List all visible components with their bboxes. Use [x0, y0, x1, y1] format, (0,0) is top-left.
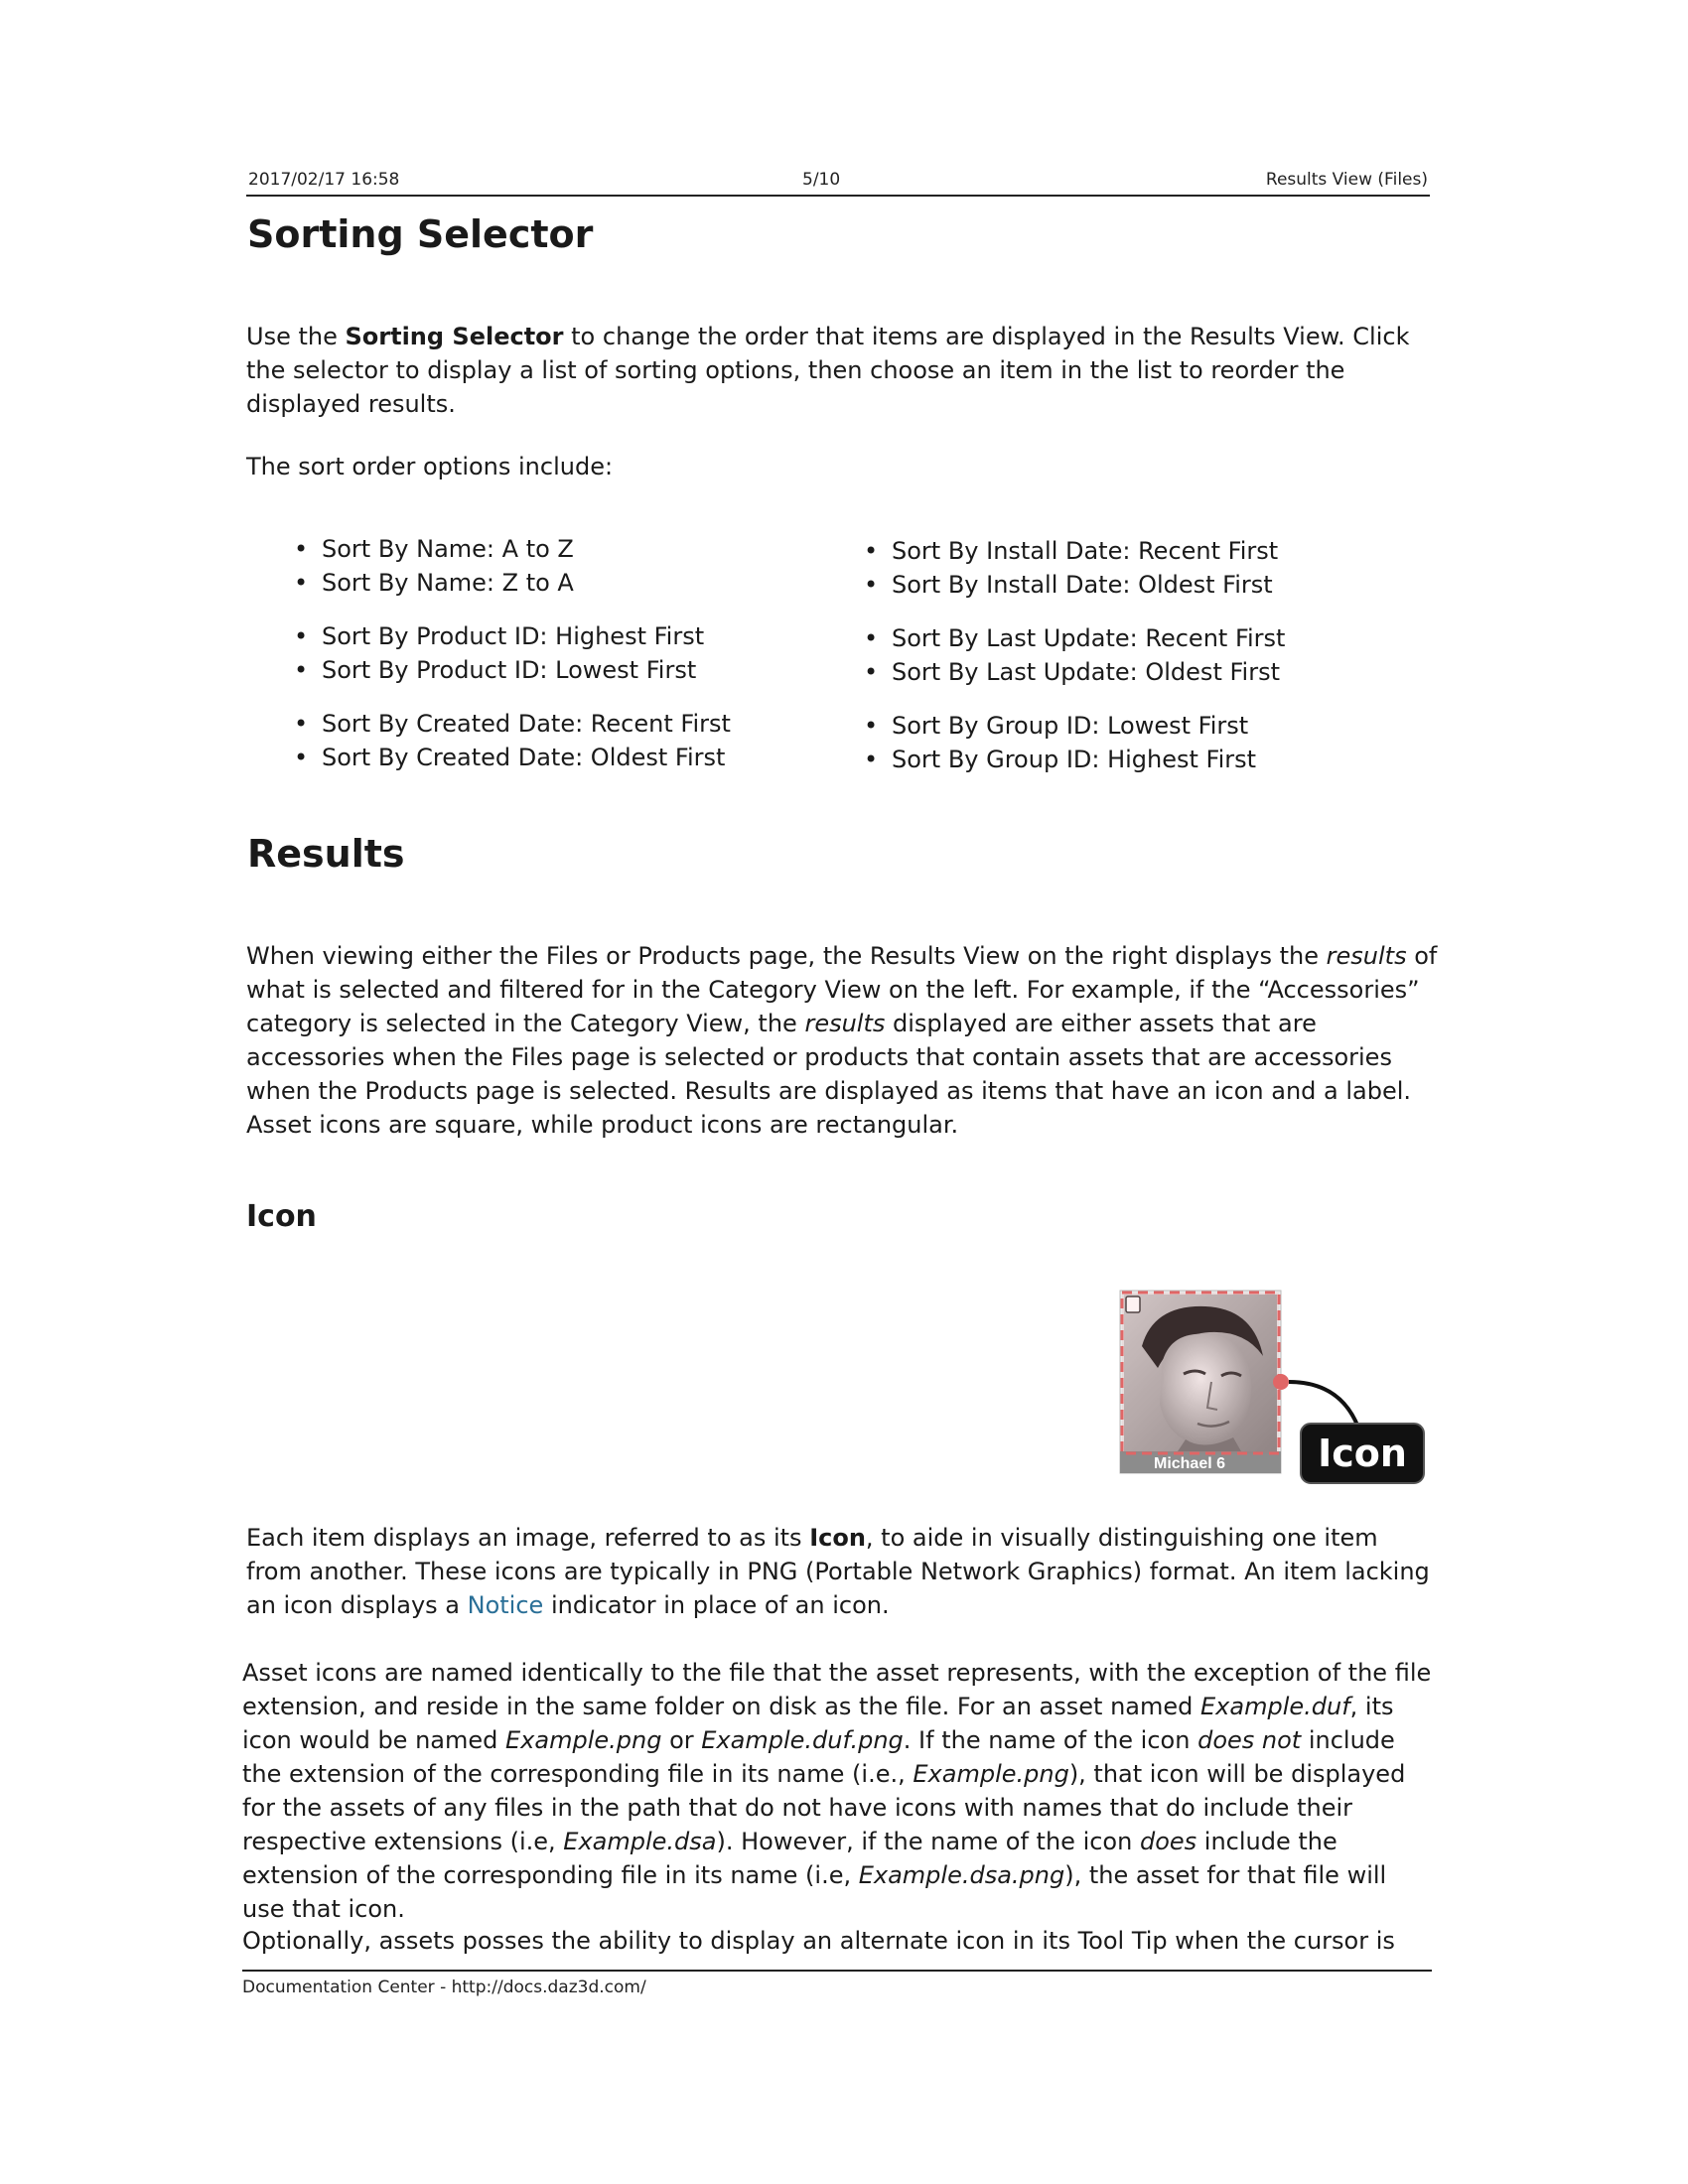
list-item: • Sort By Name: Z to A: [294, 566, 731, 600]
list-item: • Sort By Name: A to Z: [294, 532, 731, 566]
sorting-selector-intro: Use the Sorting Selector to change the order that items are displayed in the Results View. Click the selector to display a list of sorting options, then choose an item in the list to reorder the displayed results.: [246, 323, 1410, 418]
page-footer: [242, 1970, 1432, 1997]
header-page-number: 5/10: [802, 170, 841, 190]
icon-figure: [1114, 1287, 1432, 1487]
icon-term: Icon: [809, 1524, 866, 1552]
list-item: • Sort By Last Update: Recent First: [864, 621, 1285, 655]
icon-callout-label: Icon: [1318, 1432, 1407, 1475]
icon-description: Each item displays an image, referred to as its Icon, to aide in visually distinguishing one item from another. These icons are typically in PNG (Portable Network Graphics) format. An item lacking an icon displays a Notice indicator in place of an icon.: [246, 1524, 1430, 1619]
icon-naming-description: Asset icons are named identically to the file that the asset represents, with the exception of the file extension, and reside in the same folder on disk as the file. For an asset named Example.duf, its icon would be named Example.png or Example.duf.png. If the name of the icon does not include the extension of the corresponding file in its name (i.e., Example.png), that icon will be displayed for the assets of any files in the path that do not have icons with names that do include their respective extensions (i.e, Example.dsa). However, if the name of the icon does include the extension of the corresponding file in its name (i.e, Example.dsa.png), the asset for that file will use that icon.: [242, 1659, 1432, 1923]
list-item: • Sort By Install Date: Recent First: [864, 534, 1285, 568]
callout-anchor-dot: [1273, 1374, 1289, 1390]
results-description: When viewing either the Files or Products page, the Results View on the right displays the results of what is selected and filtered for in the Category View on the left. For example, if the “Accessories” category is selected in the Category View, the results displayed are either assets that are accessories when the Files page is selected or products that contain assets that are accessories when the Products page is selected. Results are displayed as items that have an icon and a label. Asset icons are square, while product icons are rectangular.: [246, 942, 1438, 1139]
sort-options-left-list: [294, 532, 731, 774]
list-item: • Sort By Product ID: Highest First: [294, 619, 731, 653]
footer-text: Documentation Center - http://docs.daz3d.com/: [242, 1978, 646, 1997]
list-item: • Sort By Last Update: Oldest First: [864, 655, 1285, 689]
sorting-selector-heading: Sorting Selector: [247, 212, 594, 256]
page-header: [246, 167, 1430, 197]
header-date: 2017/02/17 16:58: [248, 170, 400, 190]
icon-heading: Icon: [246, 1199, 317, 1234]
list-item: • Sort By Product ID: Lowest First: [294, 653, 731, 687]
list-item: • Sort By Created Date: Recent First: [294, 707, 731, 741]
list-item: • Sort By Group ID: Lowest First: [864, 709, 1285, 743]
results-heading: Results: [247, 832, 405, 876]
list-item: • Sort By Group ID: Highest First: [864, 743, 1285, 776]
notice-link[interactable]: Notice: [467, 1591, 544, 1619]
sorting-selector-term: Sorting Selector: [345, 323, 564, 350]
list-item: • Sort By Created Date: Oldest First: [294, 741, 731, 774]
item-label: Michael 6: [1153, 1455, 1226, 1472]
callout-connector: [1289, 1382, 1358, 1428]
header-document-title: Results View (Files): [1265, 170, 1428, 190]
list-item: • Sort By Install Date: Oldest First: [864, 568, 1285, 602]
sort-options-right-list: [864, 534, 1285, 776]
sort-options-intro: The sort order options include:: [246, 453, 614, 480]
result-item-icon-illustration: [1114, 1287, 1432, 1487]
tooltip-icon-description: Optionally, assets posses the ability to display an alternate icon in its Tool Tip when the cursor is: [242, 1927, 1395, 1955]
